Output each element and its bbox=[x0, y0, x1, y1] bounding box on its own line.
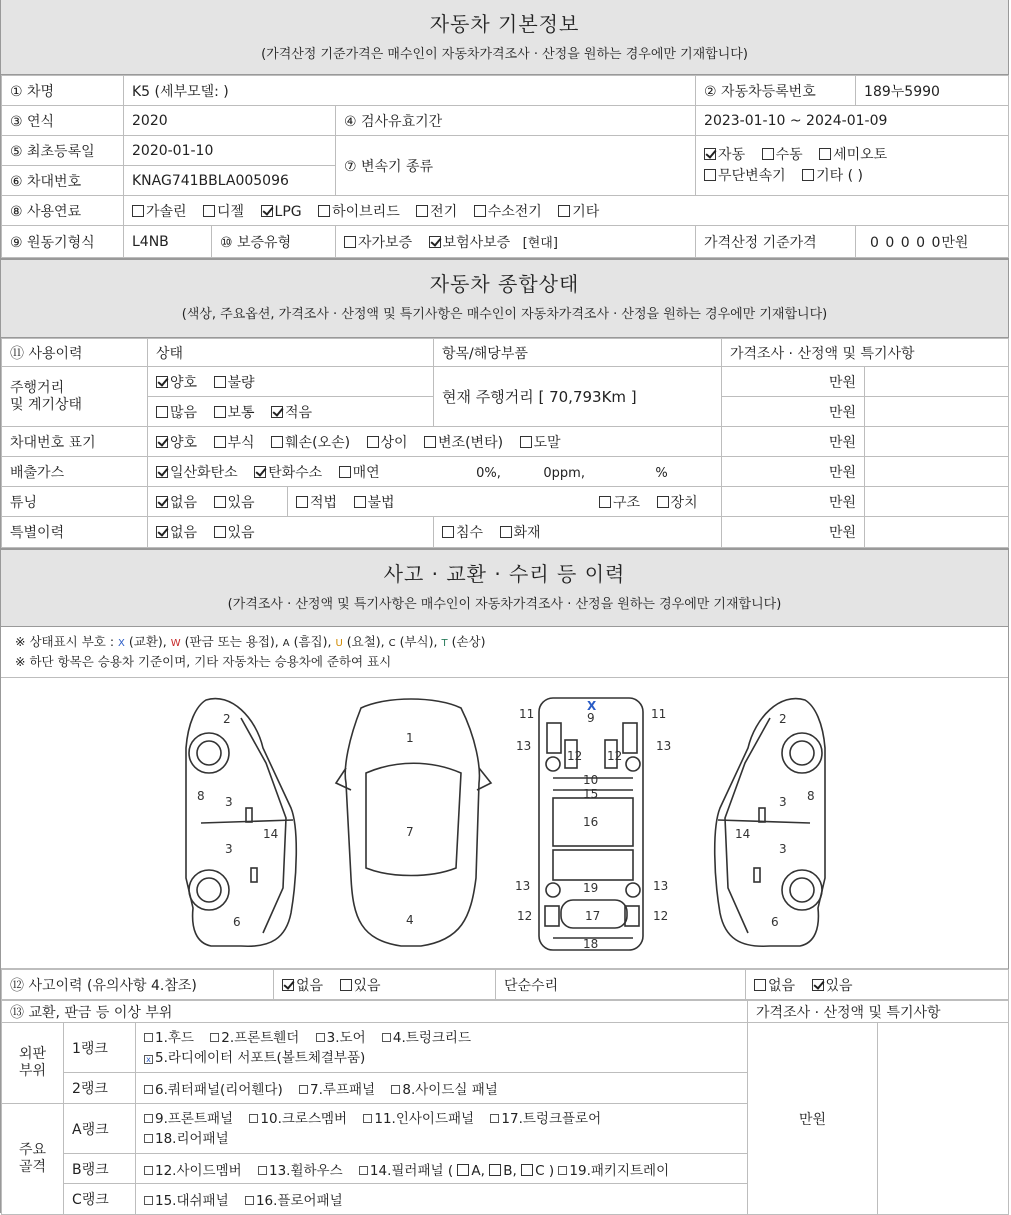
car-name-value: K5 (세부모델: ) bbox=[124, 76, 696, 106]
reg-no-label: ② 자동차등록번호 bbox=[696, 76, 856, 106]
special-label: 특별이력 bbox=[2, 517, 148, 548]
trans-semi[interactable]: 세미오토 bbox=[819, 147, 887, 163]
svg-text:6: 6 bbox=[233, 915, 241, 929]
svg-text:18: 18 bbox=[583, 937, 599, 951]
mileage-label: 주행거리 및 계기상태 bbox=[2, 367, 148, 427]
tuning-note[interactable] bbox=[865, 487, 1009, 517]
mileage-note-2[interactable] bbox=[865, 397, 1009, 427]
basic-info-title: 자동차 기본정보 bbox=[429, 12, 580, 36]
pillar-c[interactable]: C ) bbox=[521, 1163, 554, 1179]
svg-text:13: 13 bbox=[516, 739, 532, 753]
emission-hc-val: 0ppm, bbox=[543, 465, 585, 481]
tuning-label: 튜닝 bbox=[2, 487, 148, 517]
tuning-won: 만원 bbox=[722, 487, 865, 517]
svg-text:7: 7 bbox=[406, 825, 414, 839]
year-label: ③ 연식 bbox=[2, 106, 124, 136]
fuel-options bbox=[124, 196, 1009, 226]
tuning-options bbox=[148, 487, 288, 517]
fuel-gasoline[interactable]: 가솔린 bbox=[132, 204, 187, 220]
part-11-inside-panel[interactable]: 11.인사이드패널 bbox=[363, 1111, 474, 1127]
svg-text:16: 16 bbox=[583, 815, 599, 829]
vin-mark-painted[interactable]: 도말 bbox=[520, 435, 561, 451]
vin-value: KNAG741BBLA005096 bbox=[124, 166, 336, 196]
rankC-label: C랭크 bbox=[64, 1184, 136, 1215]
inspect-label: ④ 검사유효기간 bbox=[336, 106, 696, 136]
engine-value: L4NB bbox=[124, 226, 212, 258]
rankA-label: A랭크 bbox=[64, 1104, 136, 1154]
svg-text:11: 11 bbox=[651, 707, 667, 721]
rank2-items bbox=[136, 1073, 748, 1104]
rank1-label: 1랭크 bbox=[64, 1023, 136, 1073]
parts-note[interactable] bbox=[878, 1023, 1009, 1215]
svg-text:6: 6 bbox=[771, 915, 779, 929]
svg-text:3: 3 bbox=[779, 842, 787, 856]
warranty-label: ⑩ 보증유형 bbox=[212, 226, 336, 258]
rankA-items bbox=[136, 1104, 748, 1154]
part-16-floor-panel[interactable]: 16.플로어패널 bbox=[245, 1193, 343, 1209]
status-col-history: ⑪ 사용이력 bbox=[2, 339, 148, 367]
svg-text:3: 3 bbox=[779, 795, 787, 809]
part-5-radiator-support[interactable]: x 5.라디에이터 서포트(볼트체결부품) bbox=[144, 1050, 365, 1066]
trans-options bbox=[696, 136, 1009, 196]
engine-label: ⑨ 원동기형식 bbox=[2, 226, 124, 258]
trans-etc[interactable]: 기타 ( ) bbox=[802, 168, 863, 184]
simple-repair-options bbox=[746, 970, 1009, 1000]
gauge-good[interactable]: 양호 bbox=[156, 375, 197, 391]
reg-no-value: 189누5990 bbox=[856, 76, 1009, 106]
gauge-options bbox=[148, 367, 434, 397]
car-top-view bbox=[336, 699, 491, 946]
first-reg-value: 2020-01-10 bbox=[124, 136, 336, 166]
vin-mark-good[interactable]: 양호 bbox=[156, 435, 197, 451]
emission-won: 만원 bbox=[722, 457, 865, 487]
part-7-roof-panel[interactable]: 7.루프패널 bbox=[299, 1082, 375, 1098]
fuel-hybrid[interactable]: 하이브리드 bbox=[318, 204, 400, 220]
trans-label: ⑦ 변속기 종류 bbox=[336, 136, 696, 196]
accident-history-table bbox=[1, 969, 1009, 1000]
warranty-self[interactable]: 자가보증 bbox=[344, 235, 412, 251]
rankB-label: B랭크 bbox=[64, 1154, 136, 1184]
status-subtitle: (색상, 주요옵션, 가격조사 · 산정액 및 특기사항은 매수인이 자동차가격조사 · 산정을 원하는 경우에만 기재합니다) bbox=[181, 307, 828, 322]
part-10-cross-member[interactable]: 10.크로스멤버 bbox=[249, 1111, 347, 1127]
tuning-legal[interactable]: 적법 bbox=[296, 495, 337, 511]
frame-9-exchange-mark: X bbox=[587, 699, 597, 713]
car-frame-view bbox=[515, 698, 671, 951]
accident-header bbox=[1, 548, 1008, 627]
emission-options bbox=[148, 457, 722, 487]
special-none[interactable]: 없음 bbox=[156, 525, 197, 541]
special-won: 만원 bbox=[722, 517, 865, 548]
price-unit: 만원 bbox=[941, 234, 969, 251]
vin-mark-label: 차대번호 표기 bbox=[2, 427, 148, 457]
car-right-side-view bbox=[715, 699, 825, 947]
mileage-note-1[interactable] bbox=[865, 367, 1009, 397]
svg-text:12: 12 bbox=[517, 909, 533, 923]
pillar-a[interactable]: A, bbox=[457, 1163, 485, 1179]
fuel-lpg[interactable]: LPG bbox=[261, 204, 302, 220]
mileage-won-2: 만원 bbox=[722, 397, 865, 427]
fuel-etc[interactable]: 기타 bbox=[558, 204, 599, 220]
parts-right-label: 가격조사 · 산정액 및 특기사항 bbox=[748, 1001, 1009, 1023]
vin-label: ⑥ 차대번호 bbox=[2, 166, 124, 196]
svg-text:8: 8 bbox=[807, 789, 815, 803]
price-value: 0 0 0 0 0 bbox=[870, 234, 942, 251]
rank1-items bbox=[136, 1023, 748, 1073]
tuning-device[interactable]: 장치 bbox=[657, 495, 698, 511]
parts-won: 만원 bbox=[748, 1023, 878, 1215]
legend-line-1: ※ 상태표시 부호 : X (교환), W (판금 또는 용접), A (흠집), U (요철), C (부식), T (손상) bbox=[15, 634, 486, 649]
vin-mark-damage[interactable]: 훼손(오손) bbox=[271, 435, 350, 451]
rank2-label: 2랭크 bbox=[64, 1073, 136, 1104]
fuel-hydrogen[interactable]: 수소전기 bbox=[474, 204, 542, 220]
part-15-dash-panel[interactable]: 15.대쉬패널 bbox=[144, 1193, 229, 1209]
emission-smoke-val: % bbox=[655, 465, 668, 481]
svg-text:13: 13 bbox=[515, 879, 531, 893]
vin-mark-diff[interactable]: 상이 bbox=[367, 435, 408, 451]
special-note[interactable] bbox=[865, 517, 1009, 548]
basic-info-header bbox=[1, 0, 1008, 75]
svg-text:14: 14 bbox=[735, 827, 751, 841]
part-1-hood[interactable]: 1.후드 bbox=[144, 1030, 194, 1046]
svg-text:12: 12 bbox=[653, 909, 669, 923]
accident-subtitle: (가격조사 · 산정액 및 특기사항은 매수인이 자동차가격조사 · 산정을 원하는 경우에만 기재합니다) bbox=[227, 597, 782, 612]
basic-info-table bbox=[1, 75, 1009, 258]
warranty-options bbox=[336, 226, 696, 258]
svg-text:3: 3 bbox=[225, 795, 233, 809]
simple-repair-none[interactable]: 없음 bbox=[754, 978, 795, 994]
status-col-price: 가격조사 · 산정액 및 특기사항 bbox=[722, 339, 1009, 367]
parts-label: ⑬ 교환, 판금 등 이상 부위 bbox=[2, 1001, 748, 1023]
vin-mark-rust[interactable]: 부식 bbox=[214, 435, 255, 451]
emission-smoke[interactable]: 매연 bbox=[339, 465, 380, 481]
mileage-mid[interactable]: 보통 bbox=[214, 405, 255, 421]
emission-hc[interactable]: 탄화수소 bbox=[254, 465, 322, 481]
outer-panel-label: 외판 부위 bbox=[2, 1023, 64, 1104]
accident-history-label: ⑫ 사고이력 (유의사항 4.참조) bbox=[2, 970, 274, 1000]
svg-text:13: 13 bbox=[656, 739, 672, 753]
svg-text:11: 11 bbox=[519, 707, 535, 721]
car-name-label: ① 차명 bbox=[2, 76, 124, 106]
car-left-side-view bbox=[186, 699, 296, 947]
accident-yes[interactable]: 있음 bbox=[340, 978, 381, 994]
mileage-high[interactable]: 많음 bbox=[156, 405, 197, 421]
status-col-state: 상태 bbox=[148, 339, 434, 367]
vin-mark-options bbox=[148, 427, 722, 457]
part-8-side-sill[interactable]: 8.사이드실 패널 bbox=[391, 1082, 497, 1098]
part-9-front-panel[interactable]: 9.프론트패널 bbox=[144, 1111, 233, 1127]
status-col-item: 항목/해당부품 bbox=[434, 339, 722, 367]
svg-text:3: 3 bbox=[225, 842, 233, 856]
emission-co-val: 0%, bbox=[476, 465, 501, 481]
status-title: 자동차 종합상태 bbox=[429, 272, 580, 296]
trans-cvt[interactable]: 무단변속기 bbox=[704, 168, 786, 184]
symbol-legend bbox=[1, 627, 1008, 678]
inspect-value: 2023-01-10 ~ 2024-01-09 bbox=[696, 106, 1009, 136]
vin-mark-won: 만원 bbox=[722, 427, 865, 457]
mileage-options bbox=[148, 397, 434, 427]
part-12-side-member[interactable]: 12.사이드멤버 bbox=[144, 1163, 242, 1179]
rankC-items bbox=[136, 1184, 748, 1215]
svg-text:12: 12 bbox=[607, 749, 623, 763]
trans-auto[interactable]: 자동 bbox=[704, 147, 745, 163]
accident-none[interactable]: 없음 bbox=[282, 978, 323, 994]
svg-text:15: 15 bbox=[583, 787, 599, 801]
svg-text:19: 19 bbox=[583, 881, 599, 895]
simple-repair-label: 단순수리 bbox=[496, 970, 746, 1000]
pillar-b[interactable]: B, bbox=[489, 1163, 517, 1179]
emission-label: 배출가스 bbox=[2, 457, 148, 487]
part-2-front-fender[interactable]: 2.프론트휀더 bbox=[210, 1030, 299, 1046]
status-table bbox=[1, 338, 1009, 548]
tuning-none[interactable]: 없음 bbox=[156, 495, 197, 511]
trans-manual[interactable]: 수동 bbox=[762, 147, 803, 163]
svg-text:2: 2 bbox=[779, 712, 787, 726]
accident-title: 사고 · 교환 · 수리 등 이력 bbox=[383, 562, 626, 586]
tuning-structure[interactable]: 구조 bbox=[599, 495, 640, 511]
legend-line-2: ※ 하단 항목은 승용차 기준이며, 기타 자동차는 승용차에 준하여 표시 bbox=[15, 654, 392, 669]
part-4-trunk-lid[interactable]: 4.트렁크리드 bbox=[382, 1030, 471, 1046]
mileage-low[interactable]: 적음 bbox=[271, 405, 312, 421]
special-fire[interactable]: 화재 bbox=[500, 525, 541, 541]
basic-info-subtitle: (가격산정 기준가격은 매수인이 자동차가격조사 · 산정을 원하는 경우에만 기재합니다) bbox=[261, 47, 748, 62]
accident-history-options bbox=[274, 970, 496, 1000]
part-19-package-tray[interactable]: 19.패키지트레이 bbox=[558, 1163, 669, 1179]
special-options bbox=[148, 517, 434, 548]
gauge-bad[interactable]: 불량 bbox=[214, 375, 255, 391]
svg-text:8: 8 bbox=[197, 789, 205, 803]
vin-mark-note[interactable] bbox=[865, 427, 1009, 457]
part-3-door[interactable]: 3.도어 bbox=[316, 1030, 366, 1046]
part-18-rear-panel[interactable]: 18.리어패널 bbox=[144, 1131, 229, 1147]
special-flood[interactable]: 침수 bbox=[442, 525, 483, 541]
mileage-won-1: 만원 bbox=[722, 367, 865, 397]
svg-text:1: 1 bbox=[406, 731, 414, 745]
tuning-illegal[interactable]: 불법 bbox=[354, 495, 395, 511]
svg-text:12: 12 bbox=[567, 749, 583, 763]
status-header bbox=[1, 258, 1008, 338]
svg-text:9: 9 bbox=[587, 711, 595, 725]
special-yes[interactable]: 있음 bbox=[214, 525, 255, 541]
tuning-yes[interactable]: 있음 bbox=[214, 495, 255, 511]
emission-co[interactable]: 일산화탄소 bbox=[156, 465, 238, 481]
frame-label: 주요 골격 bbox=[2, 1104, 64, 1215]
svg-text:17: 17 bbox=[585, 909, 601, 923]
svg-text:10: 10 bbox=[583, 773, 599, 787]
emission-note[interactable] bbox=[865, 457, 1009, 487]
car-diagram bbox=[1, 678, 1008, 969]
first-reg-label: ⑤ 최초등록일 bbox=[2, 136, 124, 166]
simple-repair-yes[interactable]: 있음 bbox=[812, 978, 853, 994]
tuning-detail bbox=[288, 487, 722, 517]
warranty-company: [현대] bbox=[522, 235, 558, 251]
part-17-trunk-floor[interactable]: 17.트렁크플로어 bbox=[490, 1111, 601, 1127]
fuel-label: ⑧ 사용연료 bbox=[2, 196, 124, 226]
svg-text:13: 13 bbox=[653, 879, 669, 893]
parts-table bbox=[1, 1000, 1009, 1215]
fuel-diesel[interactable]: 디젤 bbox=[203, 204, 244, 220]
vin-mark-altered[interactable]: 변조(변타) bbox=[424, 435, 503, 451]
part-13-wheel-house[interactable]: 13.휠하우스 bbox=[258, 1163, 343, 1179]
warranty-insurance[interactable]: 보험사보증 bbox=[429, 235, 511, 251]
svg-text:14: 14 bbox=[263, 827, 279, 841]
mileage-text: 현재 주행거리 [ 70,793Km ] bbox=[434, 367, 722, 427]
price-label: 가격산정 기준가격 bbox=[696, 226, 856, 258]
part-6-quarter-panel[interactable]: 6.쿼터패널(리어휀다) bbox=[144, 1082, 283, 1098]
price-cell bbox=[856, 226, 1009, 258]
special-detail bbox=[434, 517, 722, 548]
part-14-pillar-panel[interactable]: 14.필러패널 ( bbox=[359, 1163, 453, 1179]
year-value: 2020 bbox=[124, 106, 336, 136]
fuel-electric[interactable]: 전기 bbox=[416, 204, 457, 220]
rankB-items bbox=[136, 1154, 748, 1184]
svg-text:4: 4 bbox=[406, 913, 414, 927]
svg-text:2: 2 bbox=[223, 712, 231, 726]
